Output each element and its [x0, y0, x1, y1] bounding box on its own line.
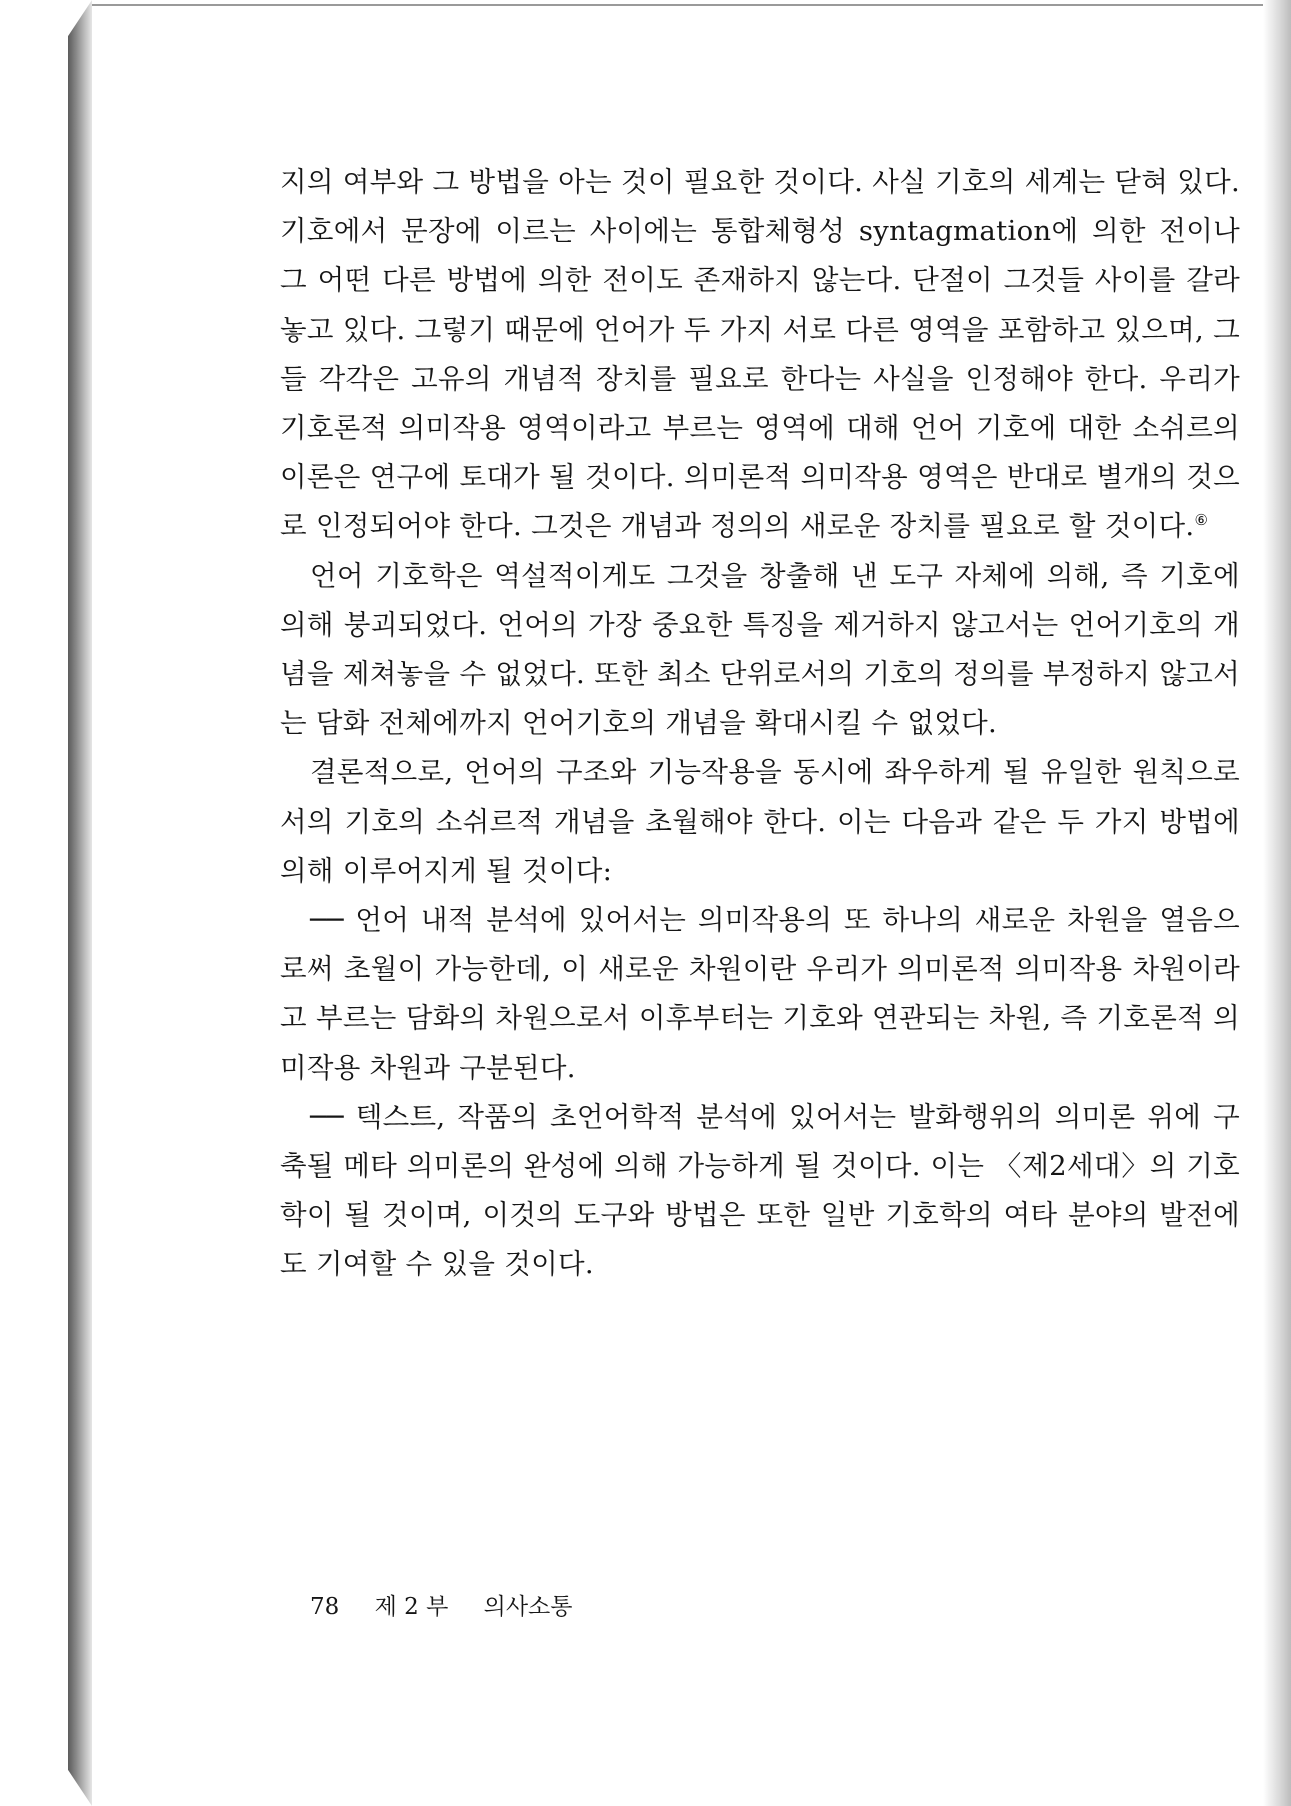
page-footer	[310, 1588, 600, 1621]
book-page	[92, 4, 1263, 1804]
section-label: 의사소통	[483, 1594, 573, 1620]
footnote-marker: ⑥	[1194, 511, 1209, 530]
paragraph-3: 결론적으로, 언어의 구조와 기능작용을 동시에 좌우하게 될 유일한 원칙으로서의 기호의 소쉬르적 개념을 초월해야 한다. 이는 다음과 같은 두 가지 방법에 의해 이루어지게 될 것이다:	[280, 756, 1240, 887]
paragraph-4: ── 언어 내적 분석에 있어서는 의미작용의 또 하나의 새로운 차원을 열음으로써 초월이 가능한데, 이 새로운 차원이란 우리가 의미론적 의미작용 차원이라고 부르는 담화의 차원으로서 이후부터는 기호와 연관되는 차원, 즉 기호론적 의미작용 차원과 구분된다.	[280, 904, 1240, 1084]
page-number: 78	[310, 1594, 340, 1620]
body-text	[280, 158, 1240, 1290]
paragraph-2: 언어 기호학은 역설적이게도 그것을 창출해 낸 도구 자체에 의해, 즉 기호에 의해 붕괴되었다. 언어의 가장 중요한 특징을 제거하지 않고서는 언어기호의 개념을 제쳐놓을 수 없었다. 또한 최소 단위로서의 기호의 정의를 부정하지 않고서는 담화 전체에까지 언어기호의 개념을 확대시킬 수 없었다.	[280, 559, 1240, 740]
paragraph-5: ── 텍스트, 작품의 초언어학적 분석에 있어서는 발화행위의 의미론 위에 구축될 메타 의미론의 완성에 의해 가능하게 될 것이다. 이는 〈제2세대〉의 기호학이 될 것이며, 이것의 도구와 방법은 또한 일반 기호학의 여타 분야의 발전에도 기여할 수 있을 것이다.	[280, 1100, 1240, 1281]
page-shadow	[1263, 0, 1291, 1806]
paragraph-1	[280, 158, 1240, 552]
part-label: 제 2 부	[374, 1594, 449, 1620]
page-stack-edge	[68, 0, 92, 1806]
paragraph-1-text: 지의 여부와 그 방법을 아는 것이 필요한 것이다. 사실 기호의 세계는 닫혀 있다. 기호에서 문장에 이르는 사이에는 통합체형성 syntagmation에 의한 전이나 그 어떤 다른 방법에 의한 전이도 존재하지 않는다. 단절이 그것들 사이를 갈라놓고 있다. 그렇기 때문에 언어가 두 가지 서로 다른 영역을 포함하고 있으며, 그들 각각은 고유의 개념적 장치를 필요로 한다는 사실을 인정해야 한다. 우리가 기호론적 의미작용 영역이라고 부르는 영역에 대해 언어 기호에 대한 소쉬르의 이론은 연구에 토대가 될 것이다. 의미론적 의미작용 영역은 반대로 별개의 것으로 인정되어야 한다. 그것은 개념과 정의의 새로운 장치를 필요로 할 것이다.	[280, 166, 1240, 543]
